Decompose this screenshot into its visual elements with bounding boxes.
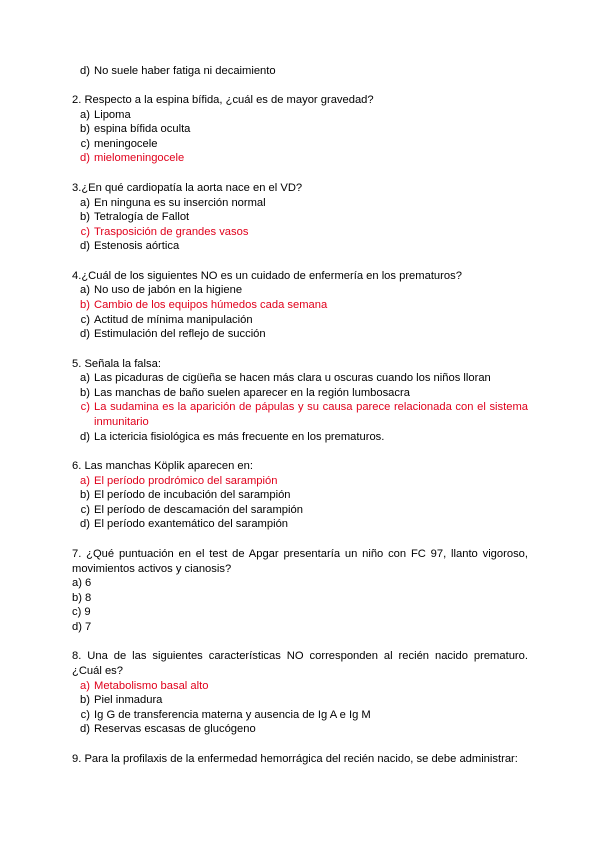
option-label: c) (80, 401, 90, 413)
option-text: mielomeningocele (94, 152, 185, 164)
option-text: La sudamina es la aparición de pápulas y su causa parece relacionada con el sistema inmunitario (94, 401, 528, 428)
option-text: Lipoma (94, 109, 131, 121)
option-label: a) (80, 475, 90, 487)
option-text: Metabolismo basal alto (94, 680, 209, 692)
option-label: c) (80, 504, 90, 516)
q7-option-c: c) 9 (72, 606, 91, 618)
option-text: En ninguna es su inserción normal (94, 197, 266, 209)
q3-stem: 3.¿En qué cardiopatía la aorta nace en el VD? (72, 182, 303, 194)
option-label: d) (80, 518, 90, 530)
option-label: c) (80, 226, 90, 238)
option-text: Ig G de transferencia materna y ausencia de Ig A e Ig M (94, 709, 371, 721)
option-text: No suele haber fatiga ni decaimiento (94, 65, 276, 77)
option-text: La ictericia fisiológica es más frecuente en los prematuros. (94, 431, 385, 443)
q4-stem: 4.¿Cuál de los siguientes NO es un cuidado de enfermería en los prematuros? (72, 270, 462, 282)
q7-option-b: b) 8 (72, 592, 92, 604)
option-text: Cambio de los equipos húmedos cada semana (94, 299, 328, 311)
option-text: El período de incubación del sarampión (94, 489, 291, 501)
q5-stem: 5. Señala la falsa: (72, 358, 161, 370)
q6-stem: 6. Las manchas Köplik aparecen en: (72, 460, 253, 472)
option-label: a) (80, 197, 90, 209)
option-label: a) (80, 372, 90, 384)
option-label: d) (80, 65, 90, 77)
option-text: Reservas escasas de glucógeno (94, 723, 256, 735)
option-label: d) (80, 723, 90, 735)
option-text: Las picaduras de cigüeña se hacen más clara u oscuras cuando los niños lloran (94, 372, 491, 384)
option-label: d) (80, 152, 90, 164)
option-text: El período exantemático del sarampión (94, 518, 289, 530)
option-label: a) (80, 284, 90, 296)
q7-option-d: d) 7 (72, 621, 92, 633)
option-label: b) (80, 211, 90, 223)
option-label: a) (80, 109, 90, 121)
option-text: espina bífida oculta (94, 123, 191, 135)
option-text: Tetralogía de Fallot (94, 211, 190, 223)
option-label: c) (80, 138, 90, 150)
option-text: Piel inmadura (94, 694, 163, 706)
option-label: c) (80, 709, 90, 721)
option-label: d) (80, 240, 90, 252)
option-label: c) (80, 314, 90, 326)
option-label: a) (80, 680, 90, 692)
option-text: Actitud de mínima manipulación (94, 314, 253, 326)
q2-stem: 2. Respecto a la espina bífida, ¿cuál es de mayor gravedad? (72, 94, 374, 106)
q5-option-c-correct (74, 400, 528, 430)
option-text: Las manchas de baño suelen aparecer en la región lumbosacra (94, 387, 410, 399)
q9-stem: 9. Para la profilaxis de la enfermedad hemorrágica del recién nacido, se debe administrar: (72, 753, 518, 765)
option-label: d) (80, 431, 90, 443)
option-label: b) (80, 694, 90, 706)
option-text: Estimulación del reflejo de succión (94, 328, 266, 340)
option-label: b) (80, 299, 90, 311)
option-text: Trasposición de grandes vasos (94, 226, 249, 238)
q7-stem: 7. ¿Qué puntuación en el test de Apgar presentaría un niño con FC 97, llanto vigoroso, movimientos activos y cianosis? (72, 548, 528, 575)
option-text: Estenosis aórtica (94, 240, 180, 252)
option-label: b) (80, 123, 90, 135)
option-text: El período prodrómico del sarampión (94, 475, 278, 487)
q8-stem: 8. Una de las siguientes características NO corresponden al recién nacido prematuro. ¿Cuál es? (72, 650, 528, 677)
option-label: d) (80, 328, 90, 340)
option-text: El período de descamación del sarampión (94, 504, 303, 516)
q7-option-a: a) 6 (72, 577, 92, 589)
option-text: meningocele (94, 138, 158, 150)
option-label: b) (80, 387, 90, 399)
option-label: b) (80, 489, 90, 501)
option-text: No uso de jabón en la higiene (94, 284, 243, 296)
